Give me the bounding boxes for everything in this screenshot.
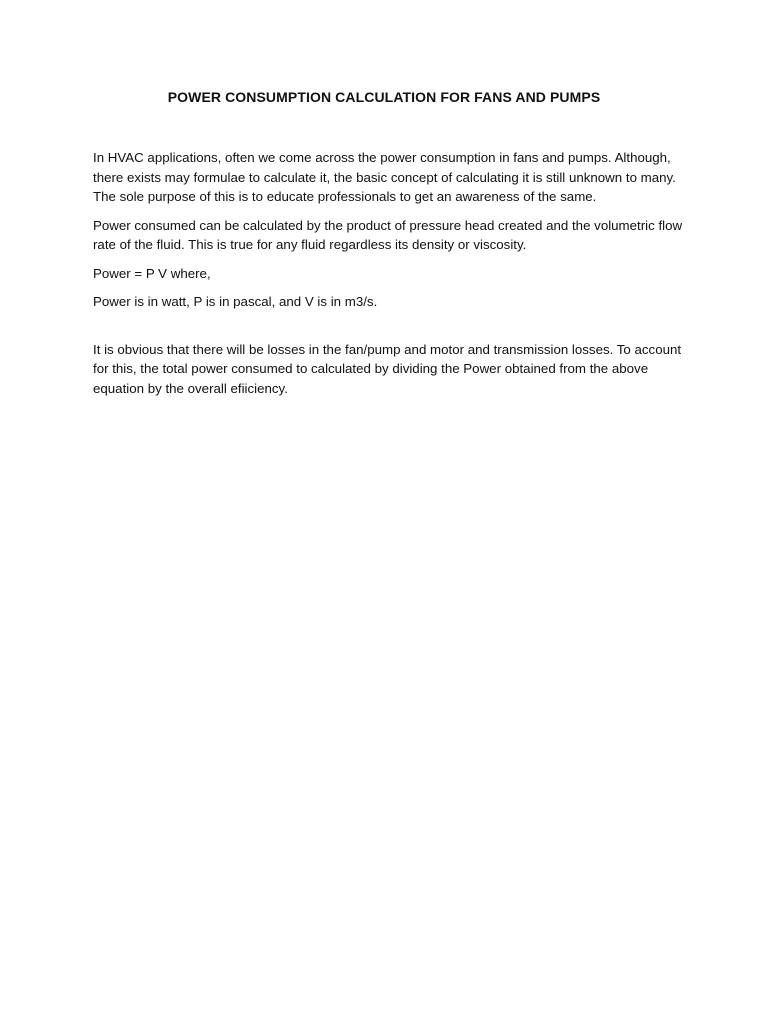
paragraph-formula: Power = P V where, (93, 265, 211, 281)
paragraph-power-consumed: Power consumed can be calculated by the product of pressure head created and the volumetric flow rate of the fluid. This is true for any fluid regardless its density or viscosity. (93, 217, 683, 252)
paragraph-intro: In HVAC applications, often we come across the power consumption in fans and pumps. Although, there exists may formulae to calculate it, the basic concept of calculating it is still unknown to many. The sole purpose of this is to educate professionals to get an awareness of the same. (93, 150, 676, 204)
paragraph-losses: It is obvious that there will be losses in the fan/pump and motor and transmission losses. To account for this, the total power consumed to calculated by dividing the Power obtained from the above equation by the overall efiiciency. (93, 341, 682, 396)
paragraph-units: Power is in watt, P is in pascal, and V is in m3/s. (93, 294, 378, 309)
document-title: POWER CONSUMPTION CALCULATION FOR FANS AND PUMPS (167, 89, 601, 105)
document-body (93, 148, 683, 407)
